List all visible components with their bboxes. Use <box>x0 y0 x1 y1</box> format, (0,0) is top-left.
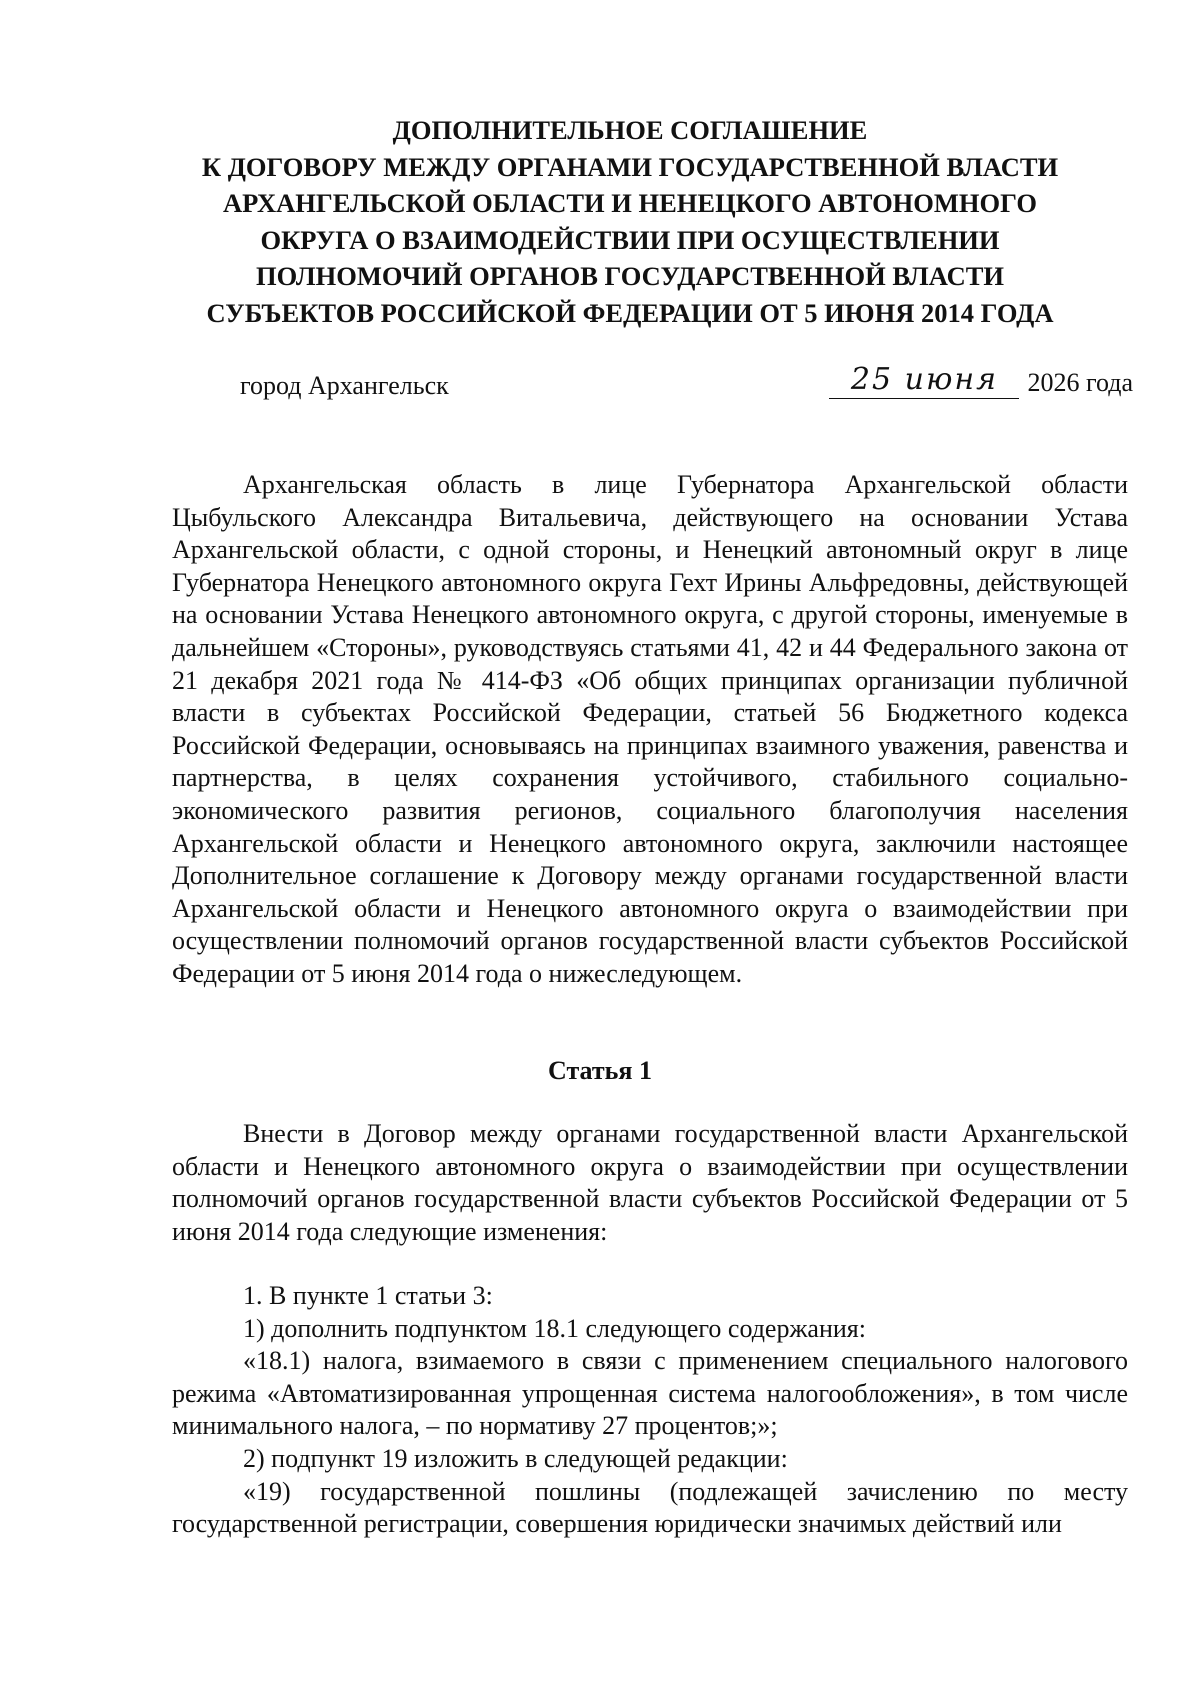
amendment-item: «19) государственной пошлины (подлежащей зачислению по месту государственной регистрации, совершения юридически значимых действий или <box>172 1476 1128 1539</box>
title-line: ОКРУГА О ВЗАИМОДЕЙСТВИИ ПРИ ОСУЩЕСТВЛЕНИИ <box>260 224 1000 255</box>
title-line: К ДОГОВОРУ МЕЖДУ ОРГАНАМИ ГОСУДАРСТВЕННОЙ ВЛАСТИ <box>201 151 1059 182</box>
amendment-item: 2) подпункт 19 изложить в следующей редакции: <box>243 1443 788 1473</box>
document-title <box>160 112 1100 331</box>
signing-place: город Архангельск <box>240 371 449 400</box>
title-line: СУБЪЕКТОВ РОССИЙСКОЙ ФЕДЕРАЦИИ ОТ 5 ИЮНЯ 2014 ГОДА <box>206 297 1054 328</box>
title-line: ДОПОЛНИТЕЛЬНОЕ СОГЛАШЕНИЕ <box>392 115 868 145</box>
amendment-items <box>172 1280 1128 1541</box>
amendment-item: 1. В пункте 1 статьи 3: <box>243 1281 493 1310</box>
title-line: АРХАНГЕЛЬСКОЙ ОБЛАСТИ И НЕНЕЦКОГО АВТОНОМНОГО <box>223 188 1037 218</box>
article-intro-paragraph: Внести в Договор между органами государственной власти Архангельской области и Ненецкого автономного округа о взаимодействии при осуществлении полномочий органов государственной власти субъектов Российской Федерации от 5 июня 2014 года следующие изменения: <box>172 1119 1128 1246</box>
article-heading: Статья 1 <box>548 1056 652 1085</box>
handwritten-date: 25 июня <box>829 362 1019 399</box>
amendment-item: 1) дополнить подпунктом 18.1 следующего содержания: <box>243 1313 866 1343</box>
title-line: ПОЛНОМОЧИЙ ОРГАНОВ ГОСУДАРСТВЕННОЙ ВЛАСТИ <box>255 261 1005 291</box>
amendment-item: «18.1) налога, взимаемого в связи с применением специального налогового режима «Автоматизированная упрощенная система налогообложения», в том числе минимального налога, – по нормативу 27 процентов;»; <box>172 1346 1128 1441</box>
preamble-paragraph: Архангельская область в лице Губернатора Архангельской области Цыбульского Александра Витальевича, действующего на основании Устава Архангельской области, с одной стороны, и Ненецкий автономный округ в лице Губернатора Ненецкого автономного округа Гехт Ирины Альфредовны, действующей на основании Устава Ненецкого автономного округа, с другой стороны, именуемые в дальнейшем «Стороны», руководствуясь статьями 41, 42 и 44 Федерального закона от 21 декабря 2021 года № 414-ФЗ «Об общих принципах организации публичной власти в субъектах Российской Федерации, статьей 56 Бюджетного кодекса Российской Федерации, основываясь на принципах взаимного уважения, равенства и партнерства, в целях сохранения устойчивого, стабильного социально-экономического развития регионов, социального благополучия населения Архангельской области и Ненецкого автономного округа, заключили настоящее Дополнительное соглашение к Договору между органами государственной власти Архангельской области и Ненецкого автономного округа о взаимодействии при осуществлении полномочий органов государственной власти субъектов Российской Федерации от 5 июня 2014 года о нижеследующем. <box>172 470 1128 988</box>
date-year: 2026 года <box>1027 368 1133 397</box>
signing-date <box>829 362 1133 399</box>
